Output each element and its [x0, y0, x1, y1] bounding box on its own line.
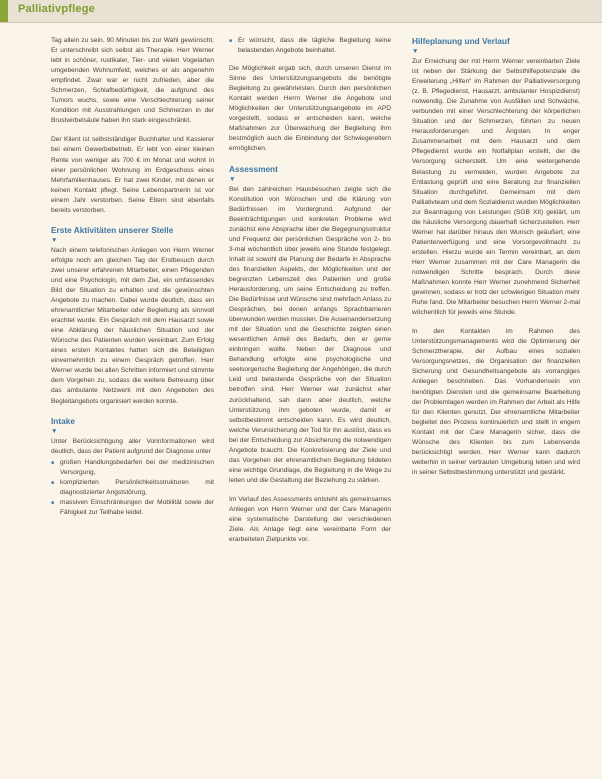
section-heading-assessment: Assessment	[229, 163, 278, 174]
bullet-list	[51, 458, 214, 518]
section-heading-help-planning: Hilfeplanung und Verlauf	[412, 36, 510, 46]
text-column-1	[51, 36, 214, 526]
list-item: ■ komplizierten Persönlichkeitsstrukturen mit diagnostizierter Angststörung,	[51, 478, 214, 498]
list-item: ■ massiven Einschränkungen der Mobilität sowie der Fähigkeit zur Teilhabe leidet.	[51, 498, 214, 518]
triangle-down-icon: ▼	[412, 48, 419, 55]
triangle-down-icon: ▼	[51, 427, 58, 435]
paragraph: Die Möglichkeit ergab sich, durch unseren Dienst im Sinne des Unterstützungsangebots die benötigte Begleitung zu gewährleisten. Durch den persönlichen Kontakt werden Herrn Werner die Angebote und Möglichkeiten der Unterstützungsangebote im APD vorgestellt, sodass er entscheiden kann, welche Maßnahmen zur Überwachung der Begleitung ihm bestmöglich auch die Einbindung der Schwiegereltern ermöglichen.	[229, 65, 391, 153]
paragraph: Der Klient ist selbstständiger Buchhalter und Kassierer bei einem Gewerbebetrieb. Er lebt von einer kleinen Rente von weniger als 700 € im Monat und wohnt in einer persönlichen Wohnung im Erdgeschoss eines Mehrfamilienhauses. Er hat zwei Kinder, mit denen er keinen Kontakt pflegt. Seine Lebenspartnerin ist vor einem Jahr verstorben. Seine Eltern sind ebenfalls bereits verstorben.	[51, 136, 214, 214]
paragraph: Zur Erreichung der mit Herrn Werner vereinbarten Ziele ist neben der Stärkung der Selbsthilfepotenziale die Erweiterung „Hilfen“ im Rahmen der Palliativversorgung (z. B. Pflegedienst, Hausarzt, ambulanter Hospizdienst) notwendig. Die Zunahme von Ausfällen und Schwäche, verbunden mit einer Verschlechterung der körperlichen Situation und der Schmerzen, führten zu neuen Herausforderungen und Ängsten. In enger Zusammenarbeit mit dem Hausarzt und dem Pflegedienst wurde ein Notfallplan erstellt, der die Versorgung sicherstellt. Um eine weitergehende Belastung zu vermeiden, wurden Angebote zur Entlastung geprüft und eine Beratung zur finanziellen Situation durchgeführt. Gemeinsam mit dem Palliativteam und dem Sozialdienst wurden Möglichkeiten zur Beantragung von Leistungen (SGB XII) geklärt, um die häusliche Versorgung dauerhaft sicherzustellen. Herr Werner hat darüber hinaus den Wunsch geäußert, eine Patientenverfügung und eine Vorsorgevollmacht zu erstellen. Hierzu wurde ein Termin vereinbart, an dem Herr Werner zusammen mit der Care Managerin die notwendigen Schritte besprach. Durch diese Maßnahmen konnte Herr Werner zunehmend Sicherheit gewinnen, sodass er trotz der schwierigen Situation mehr Ruhe fand. Die Mitarbeiter besuchen Herrn Werner 2-mal wöchentlich für jeweils eine Stunde.	[412, 58, 580, 317]
text-column-2	[229, 36, 391, 554]
paragraph: Im Verlauf des Assessments entsteht als gemeinsames Anliegen von Herrn Werner und der Care Managerin eine systematische Darstellung der verschiedenen Ziele. Als Anlage liegt eine vereinbarte Form der erarbeiteten Zielpunkte vor.	[229, 495, 391, 544]
page-header-title: Palliativpflege	[18, 3, 95, 15]
paragraph: Unter Berücksichtigung aller Vorinformationen wird deutlich, dass der Patient aufgrund der Diagnose unter	[51, 437, 214, 455]
paragraph: Bei den zahlreichen Hausbesuchen zeigte sich die Konstitution von Wünschen und die Klärung von Bedürfnissen im Vordergrund. Aufgrund der Beeinträchtigungen und konkreten Probleme wird zunächst eine Absprache über die Begegnungsstruktur und Frequenz der persönlichen Gespräche von 2- bis 3-mal wöchentlich über jeweils eine Stunde festgelegt. Inhalt ist sowohl die Planung der Bedarfe in Absprache des finanziellen Aspekts, der Möglichkeiten und der begrenzten Lebenszeit des Patienten und große Herausforderung, um seine Entscheidung zu treffen. Die Bedürfnisse und Wünsche sind mehrfach Anlass zu Gesprächen, bei denen anfangs Sprachbarrieren überwunden werden mussten. Die Auseinandersetzung mit der Situation und die Geschichte zeigten einen wesentlichen Anteil des Bedarfs, den er gerne einbringen wollte. Neben der Diagnose und Behandlung erfolgte eine psychologische und seelsorgerische Begleitung der Angehörigen, die durch Leid und belastende Gespräche von der Situation betroffen sind. Herr Werner war zunächst eher zurückhaltend, sah dann aber deutlich, welche Unterstützung ihm geboten wurde, damit er selbstbestimmt entscheiden kann. Es wird deutlich, welche Verunsicherung der Tod für ihn auslöst, dass es bei der Entscheidung zur Absicherung die notwendigen Angebote braucht. Die Konkretisierung der Ziele und das Vorgehen der ehrenamtlichen Begleitung bildeten eine wichtige Grundlage, die Begleitung in die Wege zu leiten und die Gestaltung der Beziehung zu stärken.	[229, 185, 391, 484]
header-accent-stripe	[0, 0, 8, 22]
list-item: ■ großen Handlungsbedarfen bei der medizinischen Versorgung,	[51, 458, 214, 478]
header-bar	[0, 0, 602, 23]
triangle-down-icon: ▼	[51, 236, 58, 244]
paragraph: In den Kontakten im Rahmen des Unterstützungsmanagements wird die Optimierung der Schmerztherapie, der Aufbau eines sozialen Versorgungsnetzes, die Organisation der finanziellen Sicherung und Gesundheitsangebote als vorrangiges Anliegen beschrieben. Das Vorhandensein von benötigten Diensten und die gemeinsame Bearbeitung der Problemlagen werden im Rahmen der Arbeit als Hilfe für den Klienten genutzt. Der ehrenamtliche Mitarbeiter begleitet den Prozess kontinuierlich und stellt in engem Kontakt mit der Care Managerin sicher, dass die Wünsche des Klienten bis zum Lebensende berücksichtigt werden. Herr Werner kann dadurch weiterhin in seiner vertrauten Umgebung leben und wird in seiner Selbstbestimmung unterstützt und gestärkt.	[412, 328, 580, 476]
paragraph: Tag allein zu sein. 90 Minuten bis zur Wahl gewünscht. Er unterschreibt sich selbst als Therapie. Herr Werner lebt in schöner, rustikaler, Tier- und vielen Vogelarten umgebenden Wohnumfeld, welches er als angenehm empfindet. Zwar war er nicht zufrieden, aber die Schmerzen, Schlafbedürftigkeit, die aufgrund des Tumors wuchs, sowie eine Verschlechterung seiner Kondition mit Ausstrahlungen und Schmerzen in der Brustwirbelsäule haben ihn stark eingeschränkt.	[51, 37, 214, 125]
triangle-down-icon: ▼	[229, 175, 236, 183]
text-column-3	[412, 36, 580, 487]
section-heading-intake: Intake	[51, 415, 75, 426]
list-item: ■ Er wünscht, dass die tägliche Begleitung keine belastenden Angebote beinhaltet.	[229, 36, 391, 56]
paragraph: Nach einem telefonischen Anliegen von Herrn Werner erfolgte noch am gleichen Tag der Erstbesuch durch zwei unserer erfahrenen Mitarbeiter, einen Pflegenden und eine Psychologin, mit dem Ziel, ein umfassendes Bild der Situation zu erhalten und die gewünschten Angebote zu machen. Dabei wurde deutlich, dass ein ehrenamtlicher Mitarbeiter oder Begleitung als sinnvoll erachtet wurde. Ein Gespräch mit dem Hausarzt sowie eine Abklärung der häuslichen Situation und der Wünsche des Patienten wurden vereinbart. Zum Erfolg eines ersten Kontaktes hatten sich die Beteiligten einvernehmlich zu einem Gespräch getroffen. Herr Werner wurde bei allen Schritten informiert und stimmte dem Vorgehen zu, sodass die weitere Betreuung über das ambulante Netzwerk mit den Angeboten des Begleitangebots organisiert werden konnte.	[51, 246, 214, 405]
bullet-list	[229, 36, 391, 56]
section-heading-first-activities: Erste Aktivitäten unserer Stelle	[51, 224, 174, 235]
